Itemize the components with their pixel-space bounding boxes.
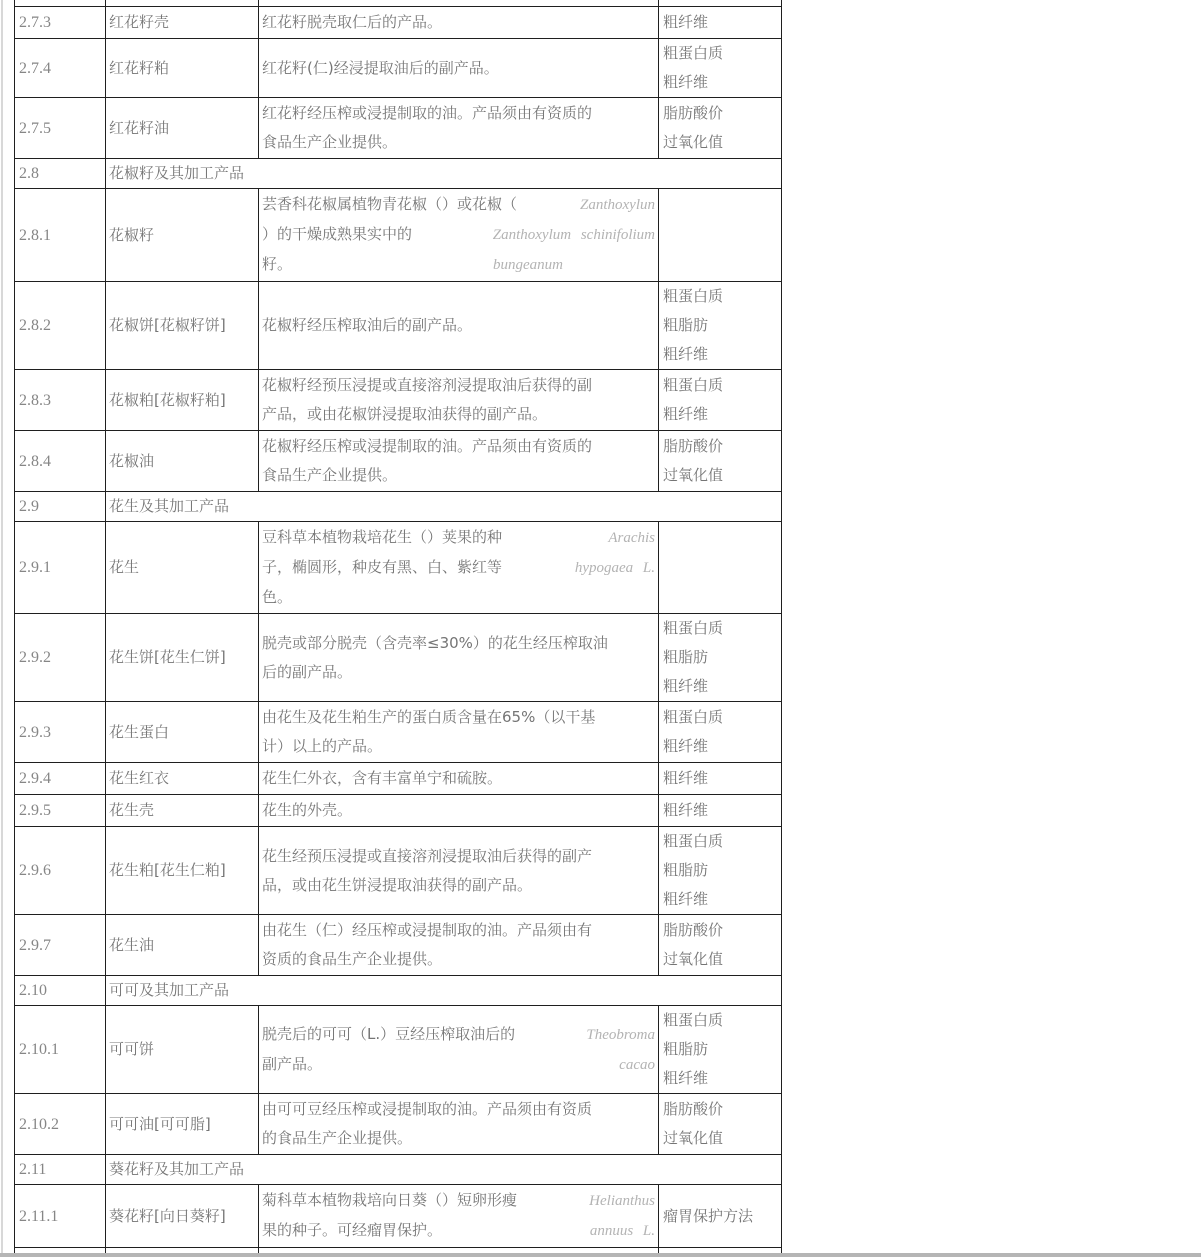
indicator-item: 粗脂肪 — [663, 316, 709, 334]
table-body — [15, 0, 782, 1254]
description-line — [262, 400, 655, 429]
ingredient-name-cell: 葵花籽[向日葵籽] — [106, 1185, 259, 1248]
row-number-cell: 2.8 — [15, 159, 106, 189]
row-number-cell: 2.10.2 — [15, 1094, 106, 1155]
description-line — [262, 871, 655, 900]
description-line — [262, 1124, 655, 1153]
indicator-item: 过氧化值 — [663, 466, 724, 484]
row-number-cell: 2.8.2 — [15, 282, 106, 370]
description-text: 花椒籽经压榨取油后的副产品。 — [262, 316, 473, 334]
description-text: 红花籽(仁)经浸提取油后的副产品。 — [262, 58, 499, 77]
indicator-item: 粗纤维 — [663, 769, 709, 787]
description-line — [262, 220, 655, 250]
description-line — [262, 190, 655, 220]
indicator-item: 粗纤维 — [663, 405, 709, 423]
ingredient-row — [15, 7, 782, 39]
description-text: 花生仁外衣，含有丰富单宁和硫胺。 — [262, 769, 503, 787]
description-line — [262, 553, 655, 583]
description-text: 红花籽经压榨或浸提制取的油。产品须由有资质的 — [262, 104, 593, 122]
indicator-item: 粗脂肪 — [663, 648, 709, 666]
description-line — [262, 1095, 655, 1124]
description-text: 副产品。 — [262, 1054, 323, 1073]
ingredient-row — [15, 522, 782, 614]
row-number-cell: 2.9.3 — [15, 702, 106, 763]
description-cell — [259, 795, 659, 827]
description-cell — [259, 1006, 659, 1094]
indicator-cell — [659, 614, 782, 702]
species-latin-name: annuus L. — [589, 1223, 655, 1239]
description-text: 脱壳或部分脱壳（含壳率≤30%）的花生经压榨取油 — [262, 633, 608, 652]
description-cell — [259, 98, 659, 159]
species-latin-name: Zanthoxylun — [580, 197, 655, 213]
species-latin-name: Arachis — [608, 530, 655, 546]
feed-ingredient-table — [14, 0, 782, 1254]
indicator-item: 过氧化值 — [663, 133, 724, 151]
ingredient-row — [15, 370, 782, 431]
description-line — [262, 583, 655, 612]
indicator-item: 粗蛋白质 — [663, 1011, 724, 1029]
row-number-cell: 2.9.5 — [15, 795, 106, 827]
page-left-edge-line — [1, 0, 3, 1257]
indicator-cell — [659, 98, 782, 159]
description-text: 子，椭圆形，种皮有黑、白、紫红等 — [262, 558, 503, 576]
description-text: 菊科草本植物栽培向日葵（）短卵形瘦 — [262, 1191, 518, 1209]
description-line — [262, 1186, 655, 1216]
row-number-cell: 2.9 — [15, 492, 106, 522]
description-cell — [259, 522, 659, 614]
indicator-item: 粗纤维 — [663, 345, 709, 363]
description-text: 籽。 — [262, 255, 293, 273]
description-text: 由可可豆经压榨或浸提制取的油。产品须由有资质 — [262, 1100, 593, 1118]
description-line — [262, 523, 655, 553]
description-line — [262, 1050, 655, 1080]
ingredient-row — [15, 1094, 782, 1155]
description-text: 色。 — [262, 588, 293, 606]
species-latin-name: Theobroma — [586, 1026, 655, 1043]
description-text: 产品，或由花椒饼浸提取油获得的副产品。 — [262, 405, 548, 423]
indicator-item: 脂肪酸价 — [663, 921, 724, 939]
row-number-cell: 2.10 — [15, 976, 106, 1006]
indicator-cell — [659, 7, 782, 39]
indicator-cell — [659, 1006, 782, 1094]
indicator-cell — [659, 1094, 782, 1155]
description-line — [262, 1020, 655, 1050]
description-text: 食品生产企业提供。 — [262, 466, 398, 484]
indicator-item: 过氧化值 — [663, 1129, 724, 1147]
section-title-cell: 花椒籽及其加工产品 — [106, 159, 782, 189]
indicator-item: 粗蛋白质 — [663, 287, 724, 305]
description-cell — [259, 915, 659, 976]
section-row — [15, 492, 782, 522]
description-line — [262, 916, 655, 945]
description-text: 的食品生产企业提供。 — [262, 1129, 413, 1147]
indicator-item: 粗蛋白质 — [663, 376, 724, 394]
ingredient-name-cell: 花生红衣 — [106, 763, 259, 795]
description-cell — [259, 1094, 659, 1155]
ingredient-row — [15, 189, 782, 282]
description-text: 计）以上的产品。 — [262, 737, 383, 755]
description-cell — [259, 614, 659, 702]
description-line — [262, 54, 655, 83]
section-title-cell: 葵花籽及其加工产品 — [106, 1155, 782, 1185]
indicator-item: 粗蛋白质 — [663, 619, 724, 637]
ingredient-name-cell: 花生 — [106, 522, 259, 614]
row-number-cell: 2.7.5 — [15, 98, 106, 159]
description-line — [262, 629, 655, 658]
ingredient-row — [15, 702, 782, 763]
section-row — [15, 1155, 782, 1185]
indicator-item: 粗纤维 — [663, 13, 709, 31]
description-line — [262, 732, 655, 761]
description-text: 果的种子。可经瘤胃保护。 — [262, 1221, 443, 1239]
indicator-cell — [659, 827, 782, 915]
description-cell — [259, 702, 659, 763]
description-text: 后的副产品。 — [262, 662, 353, 681]
description-cell — [259, 7, 659, 39]
ingredient-row — [15, 915, 782, 976]
description-text: 由花生及花生粕生产的蛋白质含量在65%（以干基 — [262, 708, 596, 726]
ingredient-name-cell: 红花籽粕 — [106, 39, 259, 98]
row-number-cell: 2.7.3 — [15, 7, 106, 39]
description-text: 品，或由花生饼浸提取油获得的副产品。 — [262, 875, 533, 894]
description-line — [262, 8, 655, 37]
indicator-cell — [659, 1185, 782, 1248]
ingredient-name-cell: 花生油 — [106, 915, 259, 976]
description-text: 花椒籽经预压浸提或直接溶剂浸提取油后获得的副 — [262, 376, 593, 394]
section-title-cell: 可可及其加工产品 — [106, 976, 782, 1006]
indicator-item: 粗纤维 — [663, 73, 709, 91]
description-line — [262, 658, 655, 687]
indicator-cell — [659, 522, 782, 614]
indicator-item: 瘤胃保护方法 — [663, 1206, 754, 1225]
description-line — [262, 461, 655, 490]
description-text: 花椒籽经压榨或浸提制取的油。产品须由有资质的 — [262, 437, 593, 455]
row-number-cell: 2.9.2 — [15, 614, 106, 702]
description-cell — [259, 1185, 659, 1248]
section-title-cell: 花生及其加工产品 — [106, 492, 782, 522]
indicator-item: 粗蛋白质 — [663, 44, 724, 62]
description-text: 芸香科花椒属植物青花椒（）或花椒（ — [262, 195, 518, 213]
indicator-item: 粗脂肪 — [663, 1040, 709, 1058]
indicator-item: 过氧化值 — [663, 950, 724, 968]
description-line — [262, 371, 655, 400]
ingredient-name-cell: 花椒饼[花椒籽饼] — [106, 282, 259, 370]
description-line — [262, 99, 655, 128]
species-latin-name: Zanthoxylum schinifolium — [492, 227, 655, 243]
ingredient-row — [15, 98, 782, 159]
ingredient-name-cell: 可可油[可可脂] — [106, 1094, 259, 1155]
ingredient-row — [15, 795, 782, 827]
ingredient-name-cell: 花椒籽 — [106, 189, 259, 282]
description-text: 花生的外壳。 — [262, 801, 353, 819]
ingredient-row — [15, 282, 782, 370]
description-text: 脱壳后的可可（L.）豆经压榨取油后的 — [262, 1024, 516, 1043]
description-line — [262, 703, 655, 732]
row-number-cell: 2.9.6 — [15, 827, 106, 915]
description-line — [262, 250, 655, 280]
indicator-item: 脂肪酸价 — [663, 104, 724, 122]
row-number-cell: 2.9.1 — [15, 522, 106, 614]
indicator-cell — [659, 282, 782, 370]
row-number-cell: 2.11.1 — [15, 1185, 106, 1248]
indicator-item: 粗蛋白质 — [663, 832, 724, 850]
description-line — [262, 432, 655, 461]
description-text: 花生经预压浸提或直接溶剂浸提取油后获得的副产 — [262, 846, 593, 865]
indicator-item: 脂肪酸价 — [663, 1100, 724, 1118]
description-line — [262, 945, 655, 974]
ingredient-row — [15, 1185, 782, 1248]
description-line — [262, 764, 655, 793]
row-number-cell: 2.8.1 — [15, 189, 106, 282]
row-number-cell: 2.9.7 — [15, 915, 106, 976]
description-cell — [259, 370, 659, 431]
indicator-cell — [659, 370, 782, 431]
ingredient-name-cell: 红花籽壳 — [106, 7, 259, 39]
description-line — [262, 311, 655, 340]
indicator-cell — [659, 702, 782, 763]
section-row — [15, 159, 782, 189]
ingredient-row — [15, 763, 782, 795]
ingredient-name-cell: 花生饼[花生仁饼] — [106, 614, 259, 702]
ingredient-row — [15, 431, 782, 492]
indicator-item: 脂肪酸价 — [663, 437, 724, 455]
description-cell — [259, 39, 659, 98]
description-text: 食品生产企业提供。 — [262, 133, 398, 151]
indicator-cell — [659, 189, 782, 282]
indicator-cell — [659, 915, 782, 976]
row-number-cell: 2.8.3 — [15, 370, 106, 431]
description-cell — [259, 431, 659, 492]
ingredient-name-cell: 花生粕[花生仁粕] — [106, 827, 259, 915]
description-line — [262, 796, 655, 825]
indicator-item: 粗纤维 — [663, 801, 709, 819]
ingredient-name-cell: 可可饼 — [106, 1006, 259, 1094]
description-text: ）的干燥成熟果实中的 — [262, 225, 413, 243]
description-text: 豆科草本植物栽培花生（）荚果的种 — [262, 528, 503, 546]
indicator-item: 粗纤维 — [663, 737, 709, 755]
row-number-cell: 2.11 — [15, 1155, 106, 1185]
species-latin-name: Helianthus — [589, 1193, 655, 1209]
page-bottom-edge-strip — [0, 1253, 1201, 1257]
indicator-item: 粗纤维 — [663, 890, 709, 908]
description-cell — [259, 189, 659, 282]
description-text: 红花籽脱壳取仁后的产品。 — [262, 13, 443, 31]
section-row — [15, 976, 782, 1006]
row-number-cell: 2.10.1 — [15, 1006, 106, 1094]
indicator-item: 粗蛋白质 — [663, 708, 724, 726]
ingredient-name-cell: 花椒油 — [106, 431, 259, 492]
species-latin-name: cacao — [619, 1056, 655, 1073]
description-text: 由花生（仁）经压榨或浸提制取的油。产品须由有 — [262, 921, 593, 939]
indicator-item: 粗纤维 — [663, 1069, 709, 1087]
ingredient-name-cell: 红花籽油 — [106, 98, 259, 159]
species-latin-name: bungeanum — [493, 257, 563, 273]
species-latin-name: hypogaea L. — [574, 560, 655, 576]
description-line — [262, 842, 655, 871]
ingredient-row — [15, 39, 782, 98]
ingredient-name-cell: 花生蛋白 — [106, 702, 259, 763]
description-cell — [259, 763, 659, 795]
indicator-cell — [659, 431, 782, 492]
ingredient-row — [15, 827, 782, 915]
ingredient-name-cell: 花生壳 — [106, 795, 259, 827]
description-cell — [259, 827, 659, 915]
description-text: 资质的食品生产企业提供。 — [262, 950, 443, 968]
indicator-cell — [659, 795, 782, 827]
indicator-cell — [659, 763, 782, 795]
ingredient-row — [15, 614, 782, 702]
indicator-item: 粗脂肪 — [663, 861, 709, 879]
description-cell — [259, 282, 659, 370]
row-number-cell: 2.8.4 — [15, 431, 106, 492]
ingredient-row — [15, 1006, 782, 1094]
row-number-cell: 2.7.4 — [15, 39, 106, 98]
indicator-cell — [659, 39, 782, 98]
ingredient-name-cell: 花椒粕[花椒籽粕] — [106, 370, 259, 431]
description-line — [262, 128, 655, 157]
description-line — [262, 1216, 655, 1246]
indicator-item: 粗纤维 — [663, 677, 709, 695]
row-number-cell: 2.9.4 — [15, 763, 106, 795]
